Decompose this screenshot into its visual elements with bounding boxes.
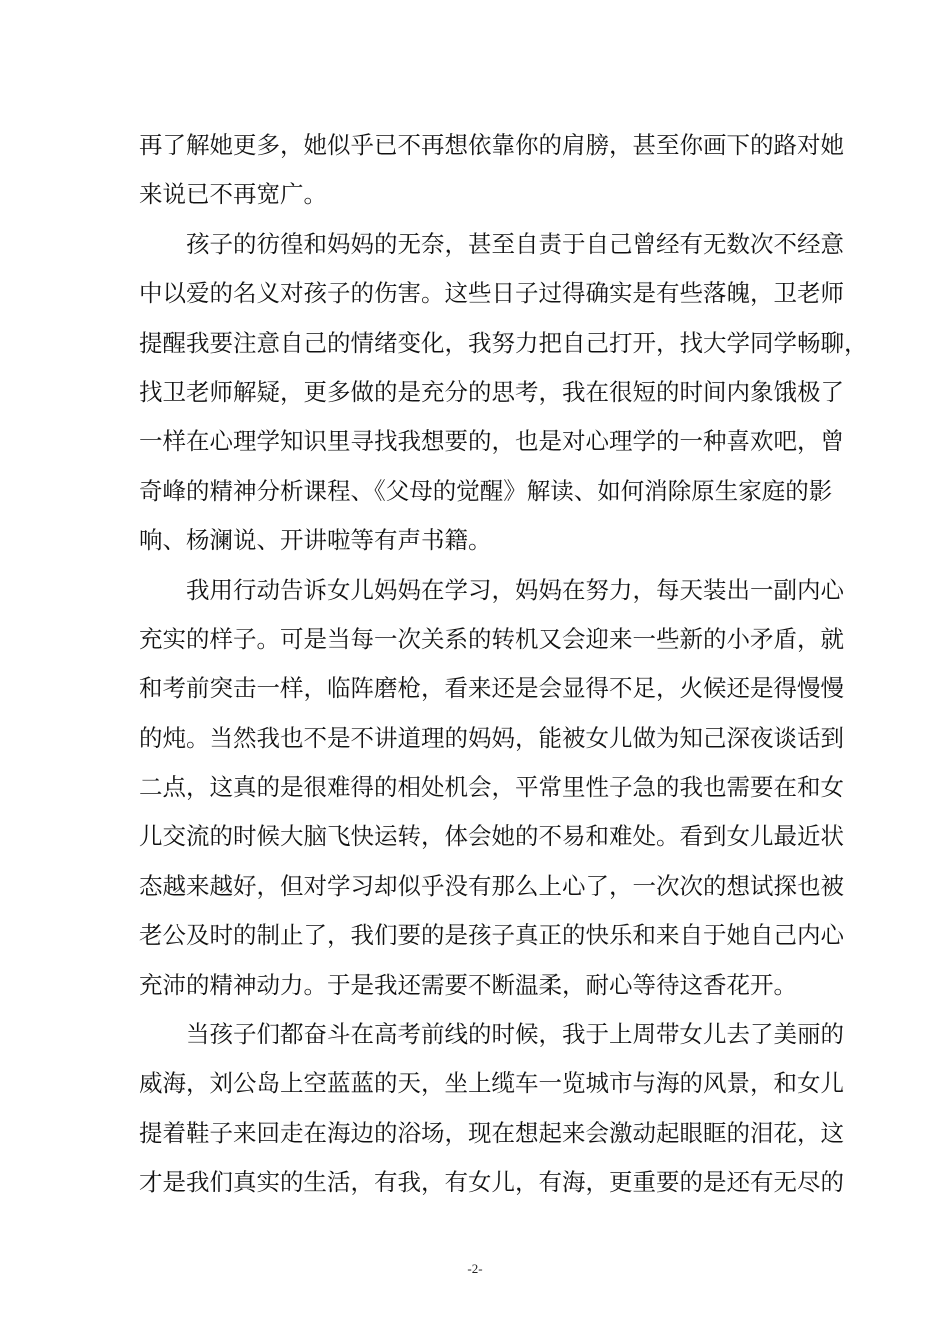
text-line: 来说已不再宽广。: [139, 180, 327, 209]
text-line: 响、杨澜说、开讲啦等有声书籍。: [139, 526, 492, 555]
text-line: 老公及时的制止了，我们要的是孩子真正的快乐和来自于她自己内心: [139, 921, 844, 950]
text-line: 找卫老师解疑，更多做的是充分的思考，我在很短的时间内象饿极了: [139, 377, 844, 406]
text-line: 当孩子们都奋斗在高考前线的时候，我于上周带女儿去了美丽的: [186, 1020, 844, 1049]
text-line: 奇峰的精神分析课程、《父母的觉醒》解读、如何消除原生家庭的影: [139, 476, 833, 505]
text-line: 再了解她更多，她似乎已不再想依靠你的肩膀，甚至你画下的路对她: [139, 131, 844, 159]
text-line: 孩子的彷徨和妈妈的无奈，甚至自责于自己曾经有无数次不经意: [186, 229, 844, 258]
text-line: 的炖。当然我也不是不讲道理的妈妈，能被女儿做为知己深夜谈话到: [139, 723, 844, 752]
text-line: 和考前突击一样，临阵磨枪，看来还是会显得不足，火候还是得慢慢: [139, 674, 844, 703]
text-line: 态越来越好，但对学习却似乎没有那么上心了，一次次的想试探也被: [139, 871, 844, 900]
text-line: 充实的样子。可是当每一次关系的转机又会迎来一些新的小矛盾，就: [139, 624, 844, 653]
text-line: 二点，这真的是很难得的相处机会，平常里性子急的我也需要在和女: [139, 773, 844, 802]
text-line: 中以爱的名义对孩子的伤害。这些日子过得确实是有些落魄，卫老师: [139, 279, 844, 308]
text-line: 才是我们真实的生活，有我，有女儿，有海，更重要的是还有无尽的: [139, 1168, 844, 1197]
text-line: 提醒我要注意自己的情绪变化，我努力把自己打开，找大学同学畅聊，: [139, 328, 868, 357]
text-line: 充沛的精神动力。于是我还需要不断温柔，耐心等待这香花开。: [139, 970, 797, 999]
text-line: 一样在心理学知识里寻找我想要的，也是对心理学的一种喜欢吧，曾: [139, 427, 844, 456]
text-line: 我用行动告诉女儿妈妈在学习，妈妈在努力，每天装出一副内心: [186, 575, 844, 604]
text-line: 提着鞋子来回走在海边的浴场，现在想起来会激动起眼眶的泪花，这: [139, 1118, 844, 1147]
text-line: 儿交流的时候大脑飞快运转，体会她的不易和难处。看到女儿最近状: [139, 822, 844, 851]
page-number: -2-: [467, 1261, 483, 1276]
text-line: 威海，刘公岛上空蓝蓝的天，坐上缆车一览城市与海的风景，和女儿: [139, 1069, 844, 1098]
body-text: [139, 121, 868, 1208]
